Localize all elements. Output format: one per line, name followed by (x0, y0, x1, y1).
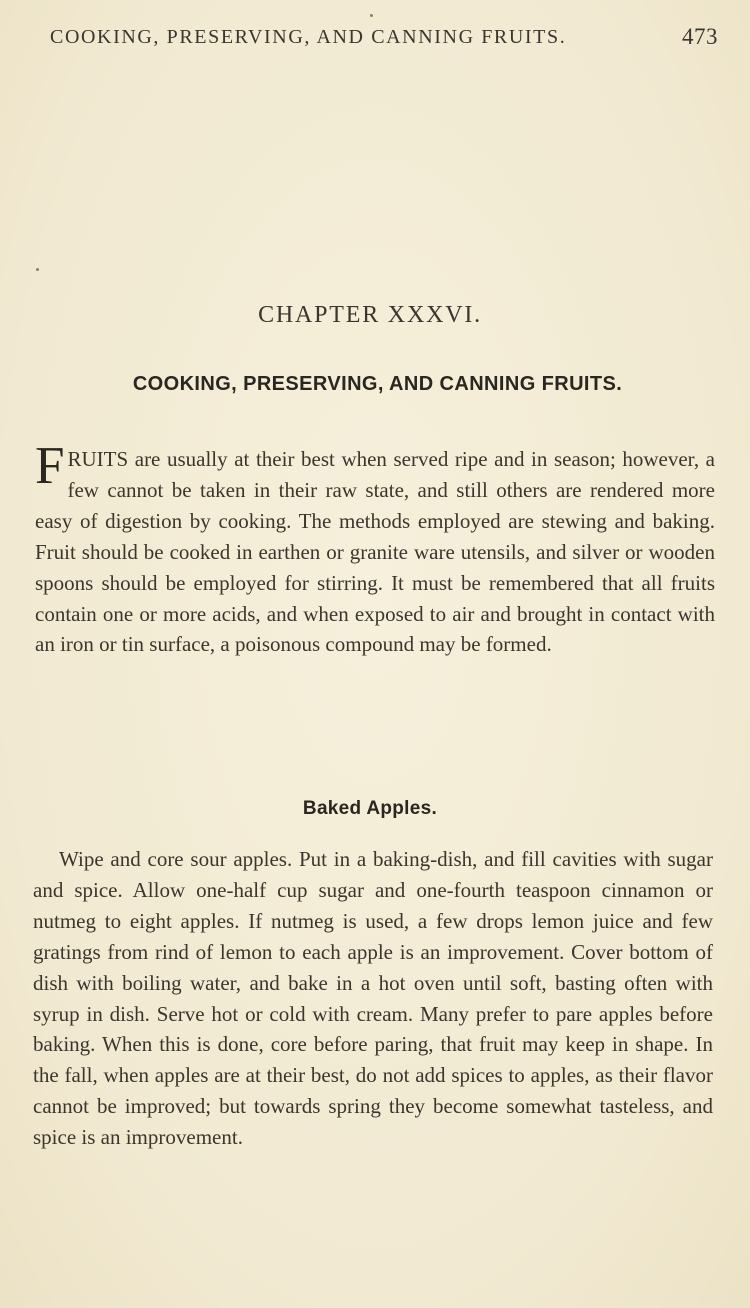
running-title: COOKING, PRESERVING, AND CANNING FRUITS. (50, 26, 567, 48)
drop-cap: F (35, 437, 65, 495)
recipe-title: Baked Apples. (302, 798, 438, 819)
chapter-title: COOKING, PRESERVING, AND CANNING FRUITS. (132, 373, 623, 395)
paper-speck (370, 14, 373, 17)
chapter-number: CHAPTER XXXVI. (258, 302, 482, 328)
intro-text: RUITS are usually at their best when served ripe and in season; however, a few cannot be taken in their raw state, and still others are rendered more easy of digestion by cooking. The methods employed are stewing and baking. Fruit should be cooked in earthen or granite ware utensils, and silver or wooden spoons should be employed for stirring. It must be remembered that all fruits contain one or more acids, and when exposed to air and brought in contact with an iron or tin surface, a poisonous compound may be formed. (35, 447, 715, 657)
page-number: 473 (682, 24, 718, 49)
intro-paragraph (35, 437, 715, 660)
running-head (50, 24, 720, 54)
recipe-body: Wipe and core sour apples. Put in a baking-dish, and fill cavities with sugar and spice. Allow one-half cup sugar and one-fourth teaspoon cinnamon or nutmeg to eight apples. If nutmeg is used, a few drops lemon juice and few gratings from rind of lemon to each apple is an improvement. Cover bottom of dish with boiling water, and bake in a hot oven until soft, basting often with syrup in dish. Serve hot or cold with cream. Many prefer to pare apples before baking. When this is done, core before paring, that fruit may keep in shape. In the fall, when apples are at their best, do not add spices to apples, as their flavor cannot be improved; but towards spring they become somewhat tasteless, and spice is an improvement. (33, 847, 713, 1150)
paper-speck (36, 268, 39, 271)
